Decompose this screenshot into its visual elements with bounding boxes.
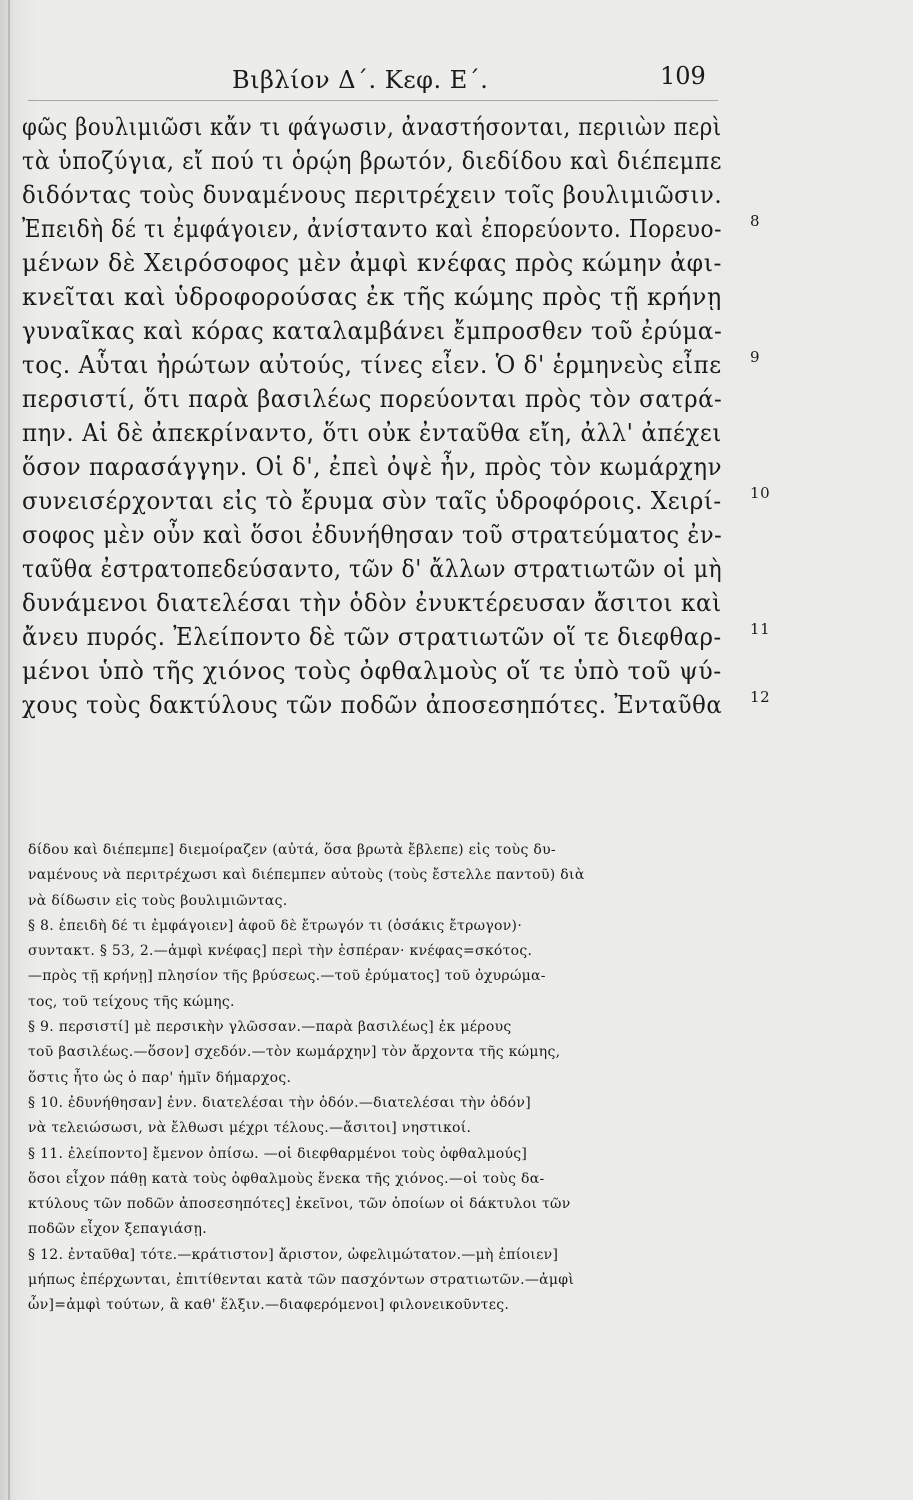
text-line: [22, 212, 762, 246]
text-line-content: τὰ ὑποζύγια, εἴ πού τι ὁρῴη βρωτόν, διεδίδου καὶ διέπεμπε: [22, 147, 722, 175]
note-line-content: § 10. ἐδυνήθησαν] ἐνν. διατελέσαι τὴν ὁδόν.—διατελέσαι τὴν ὁδόν]: [28, 1094, 531, 1111]
note-line-content: νὰ δίδωσιν εἰς τοὺς βουλιμιῶντας.: [28, 892, 288, 909]
note-line-content: κτύλους τῶν ποδῶν ἀποσεσηπότες] ἐκεῖνοι, τῶν ὁποίων οἱ δάκτυλοι τῶν: [28, 1196, 571, 1213]
note-line: [28, 990, 768, 1015]
note-line: [28, 889, 768, 914]
text-line: [22, 450, 762, 484]
section-number: 11: [750, 620, 771, 638]
text-line-content: διδόντας τοὺς δυναμένους περιτρέχειν τοῖς βουλιμιῶσιν.: [22, 181, 723, 209]
note-line-content: ναμένους νὰ περιτρέχωσι καὶ διέπεμπεν αὐτοὺς (τοὺς ἔστελλε παντοῦ) διὰ: [28, 867, 585, 884]
note-line-content: μήπως ἐπέρχωνται, ἐπιτίθενται κατὰ τῶν πασχόντων στρατιωτῶν.—ἀμφὶ: [28, 1272, 575, 1289]
note-line-content: § 9. περσιστί] μὲ περσικὴν γλῶσσαν.—παρὰ βασιλέως] ἐκ μέρους: [28, 1019, 512, 1036]
note-line: [28, 1217, 768, 1242]
text-line-content: χους τοὺς δακτύλους τῶν ποδῶν ἀποσεσηπότες. Ἐνταῦθα: [22, 691, 723, 719]
text-line-content: φῶς βουλιμιῶσι κἄν τι φάγωσιν, ἀναστήσονται, περιιὼν περὶ: [22, 113, 722, 141]
text-line: [22, 348, 762, 382]
note-line: [28, 914, 768, 939]
text-line: [22, 654, 762, 688]
text-line: [22, 416, 762, 450]
note-line: [28, 1091, 768, 1116]
note-line: [28, 964, 768, 989]
running-head: Βιβλίον Δ΄. Κεφ. Ε΄.: [232, 66, 489, 94]
note-line: [28, 1040, 768, 1065]
text-line-content: γυναῖκας καὶ κόρας καταλαμβάνει ἔμπροσθεν τοῦ ἐρύμα-: [22, 317, 723, 345]
note-line: [28, 1268, 768, 1293]
text-line-content: πην. Αἱ δὲ ἀπεκρίναντο, ὅτι οὐκ ἐνταῦθα εἴη, ἀλλ' ἀπέχει: [22, 419, 722, 447]
text-line: [22, 518, 762, 552]
header-rule: [28, 100, 718, 101]
note-line-content: συντακτ. § 53, 2.—ἀμφὶ κνέφας] περὶ τὴν ἑσπέραν· κνέφας=σκότος.: [28, 943, 533, 960]
note-line-content: νὰ τελειώσωσι, νὰ ἔλθωσι μέχρι τέλους.—ἄσιτοι] νηστικοί.: [28, 1120, 472, 1137]
section-number: 8: [750, 212, 761, 230]
text-line: [22, 382, 762, 416]
text-line: [22, 314, 762, 348]
text-line-content: ταῦθα ἐστρατοπεδεύσαντο, τῶν δ' ἄλλων στρατιωτῶν οἱ μὴ: [22, 555, 723, 583]
page-gutter-edge: [8, 0, 10, 1500]
note-line: [28, 1243, 768, 1268]
text-line-content: Ἐπειδὴ δέ τι ἐμφάγοιεν, ἀνίσταντο καὶ ἐπορεύοντο. Πορευο-: [22, 215, 722, 243]
text-line-content: μένοι ὑπὸ τῆς χιόνος τοὺς ὀφθαλμοὺς οἵ τε ὑπὸ τοῦ ψύ-: [22, 657, 722, 685]
text-line-content: κνεῖται καὶ ὑδροφορούσας ἐκ τῆς κώμης πρὸς τῇ κρήνῃ: [22, 283, 722, 311]
note-line-content: τοῦ βασιλέως.—ὅσον] σχεδόν.—τὸν κωμάρχην] τὸν ἄρχοντα τῆς κώμης,: [28, 1044, 561, 1061]
text-line-content: τος. Αὗται ἠρώτων αὐτούς, τίνες εἶεν. Ὁ δ' ἑρμηνεὺς εἶπε: [22, 351, 722, 379]
note-line: [28, 1142, 768, 1167]
text-line: [22, 620, 771, 654]
text-line-content: ἄνευ πυρός. Ἐλείποντο δὲ τῶν στρατιωτῶν οἵ τε διεφθαρ-: [22, 623, 722, 651]
note-line: [28, 1015, 768, 1040]
note-line: [28, 1192, 768, 1217]
page-number: 109: [660, 62, 706, 90]
section-number: 12: [750, 688, 771, 706]
note-line-content: § 11. ἐλείποντο] ἔμενον ὀπίσω. —οἱ διεφθαρμένοι τοὺς ὀφθαλμούς]: [28, 1145, 528, 1162]
note-line: [28, 1293, 768, 1318]
note-line-content: ποδῶν εἶχον ξεπαγιάσῃ.: [28, 1221, 207, 1238]
text-line: [22, 688, 771, 722]
page-header: [0, 60, 913, 100]
text-line: [22, 552, 762, 586]
text-line: [22, 484, 771, 518]
text-line: [22, 586, 762, 620]
text-line-content: δυνάμενοι διατελέσαι τὴν ὁδὸν ἐνυκτέρευσαν ἄσιτοι καὶ: [22, 589, 722, 617]
text-line-content: περσιστί, ὅτι παρὰ βασιλέως πορεύονται πρὸς τὸν σατρά-: [22, 385, 723, 413]
text-line-content: μένων δὲ Χειρόσοφος μὲν ἀμφὶ κνέφας πρὸς κώμην ἀφι-: [22, 249, 723, 277]
text-line: [22, 110, 762, 144]
note-line-content: δίδου καὶ διέπεμπε] διεμοίραζεν (αὐτά, ὅσα βρωτὰ ἔβλεπε) εἰς τοὺς δυ-: [28, 842, 556, 858]
footnotes: [28, 838, 768, 1319]
note-line-content: ὅσοι εἶχον πάθῃ κατὰ τοὺς ὀφθαλμοὺς ἕνεκα τῆς χιόνος.—οἱ τοὺς δα-: [28, 1170, 545, 1187]
note-line-content: ὧν]=ἀμφὶ τούτων, ἃ καθ' ἕλξιν.—διαφερόμενοι] φιλονεικοῦντες.: [28, 1297, 510, 1314]
text-line: [22, 178, 762, 212]
text-line: [22, 280, 762, 314]
note-line: [28, 838, 768, 863]
text-line-content: συνεισέρχονται εἰς τὸ ἔρυμα σὺν ταῖς ὑδροφόροις. Χειρί-: [22, 487, 722, 515]
text-line: [22, 246, 762, 280]
note-line: [28, 1116, 768, 1141]
section-number: 10: [750, 484, 771, 502]
section-number: 9: [750, 348, 761, 366]
text-line: [22, 144, 762, 178]
note-line: [28, 1167, 768, 1192]
note-line-content: —πρὸς τῇ κρήνῃ] πλησίον τῆς βρύσεως.—τοῦ ἐρύματος] τοῦ ὀχυρώμα-: [28, 968, 546, 985]
text-line-content: σοφος μὲν οὖν καὶ ὅσοι ἐδυνήθησαν τοῦ στρατεύματος ἐν-: [22, 521, 723, 549]
note-line: [28, 1066, 768, 1091]
note-line: [28, 863, 768, 888]
text-line-content: ὅσον παρασάγγην. Οἱ δ', ἐπεὶ ὀψὲ ἦν, πρὸς τὸν κωμάρχην: [22, 453, 723, 481]
note-line-content: ὅστις ἦτο ὡς ὁ παρ' ἡμῖν δήμαρχος.: [28, 1069, 292, 1086]
main-text: [22, 110, 771, 722]
note-line-content: § 8. ἐπειδὴ δέ τι ἐμφάγοιεν] ἀφοῦ δὲ ἔτρωγόν τι (ὁσάκις ἔτρωγον)·: [28, 917, 523, 934]
note-line-content: § 12. ἐνταῦθα] τότε.—κράτιστον] ἄριστον, ὠφελιμώτατον.—μὴ ἐπίοιεν]: [28, 1246, 559, 1263]
note-line-content: τος, τοῦ τείχους τῆς κώμης.: [28, 993, 235, 1010]
note-line: [28, 939, 768, 964]
